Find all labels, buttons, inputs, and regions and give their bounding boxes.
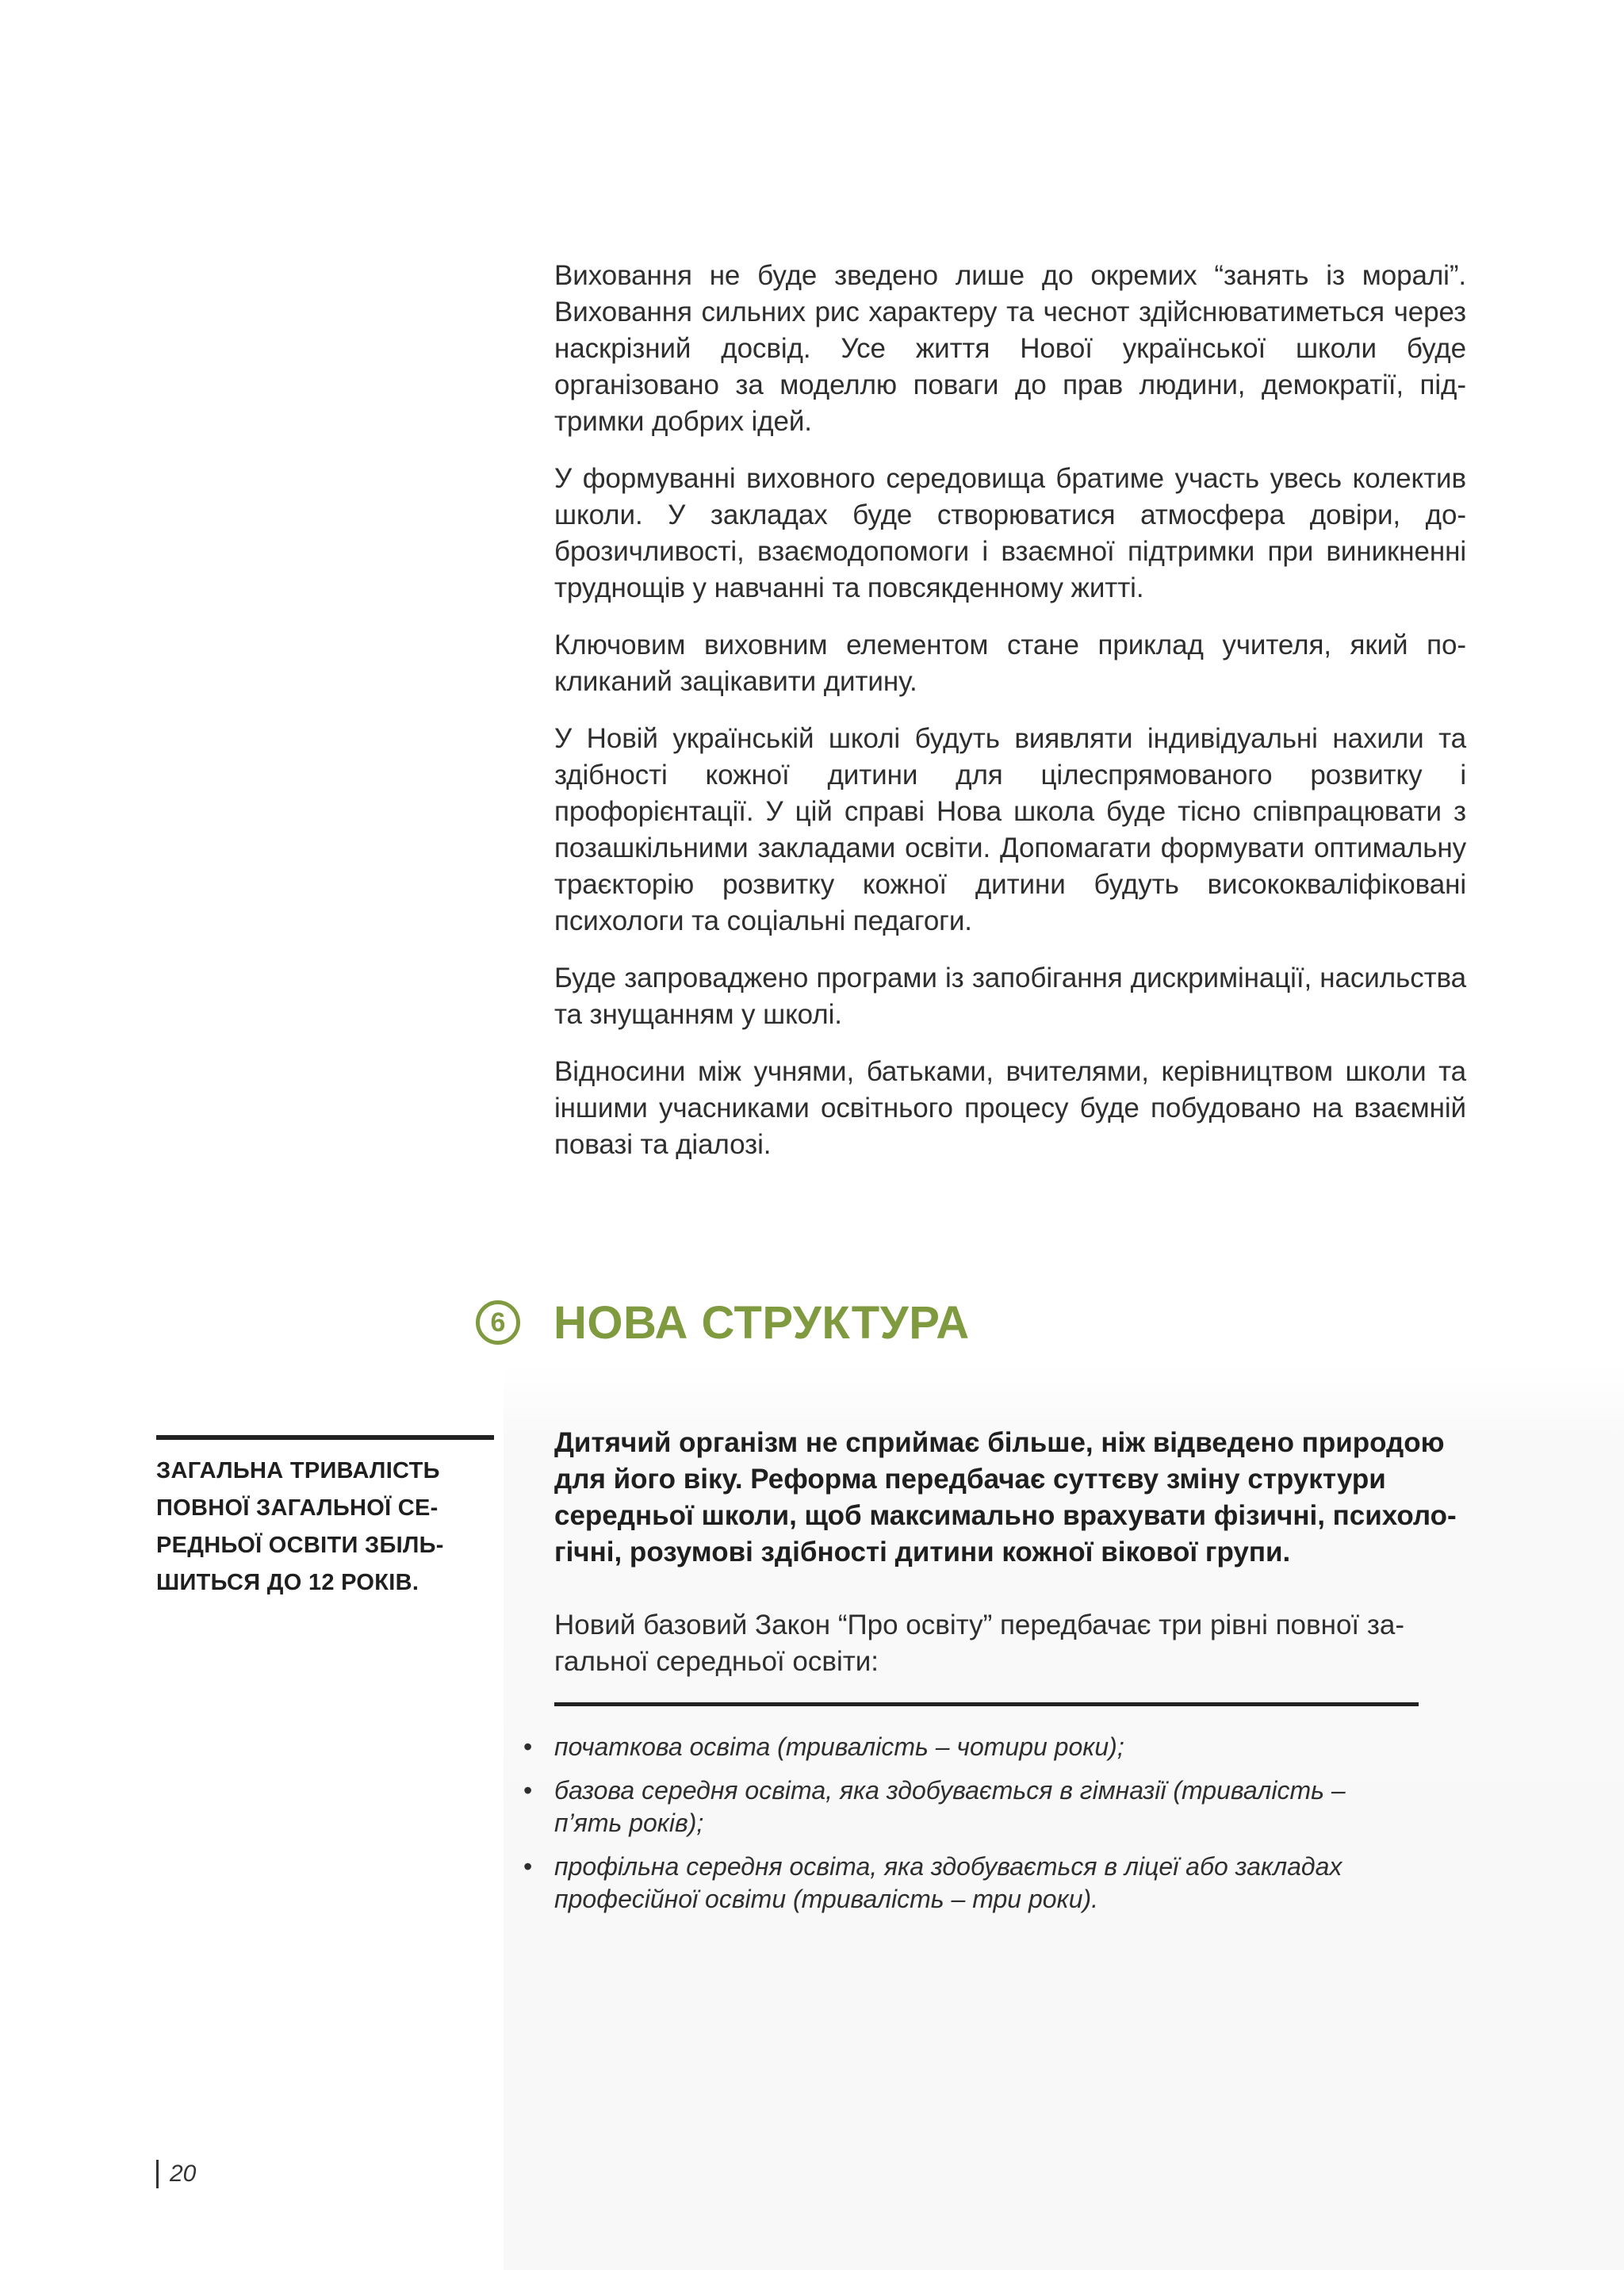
education-levels-list — [523, 1731, 1396, 1927]
lead-paragraph: Дитячий організм не сприймає більше, ніж відведено природою для його віку. Реформа передбачає суттєву зміну структури середньої школи, щоб максимально врахувати фізичні, психологічні, розумові здібності дитини кожної вікової групи. — [554, 1427, 1457, 1568]
section-title: НОВА СТРУКТУРА — [553, 1296, 970, 1349]
list-item — [523, 1774, 1396, 1839]
paragraph-5: Буде запроваджено програми із запобігання дискримінації, насильства та знущанням у школі. — [554, 963, 1466, 1030]
page-number-text: 20 — [170, 2161, 197, 2187]
bullet-icon: • — [523, 1776, 533, 1805]
paragraph-4: У Новій українській школі будуть виявляти індивідуальні нахили та здібності кожної дитини для цілеспрямованого розвитку і профорієнтації. У цій справі Нова школа буде тісно співпрацювати з позашкільними закладами освіти. Допомагати формувати оптимальну траєкторію розвитку кожної дитини будуть висококваліфіковані психологи та соціальні педагоги. — [554, 723, 1466, 936]
paragraph-1: Виховання не буде зведено лише до окремих “занять із моралі”. Виховання сильних рис характеру та чеснот здійснюватиметься через наскрізний досвід. Усе життя Нової української школи буде організовано за моделлю поваги до прав людини, демократії, підтримки добрих ідей. — [554, 260, 1466, 437]
section-number-badge: 6 — [476, 1300, 520, 1345]
list-item — [523, 1851, 1396, 1916]
bullet-icon: • — [523, 1852, 533, 1881]
paragraph-3: Ключовим виховним елементом стане приклад учителя, який покликаний зацікавити дитину. — [554, 630, 1466, 697]
side-note-rule — [156, 1435, 494, 1440]
list-item-text: профільна середня освіта, яка здобувається в ліцеї або закладах професійної освіти (тривалість – три роки). — [554, 1852, 1342, 1913]
page-number — [156, 2158, 196, 2190]
upbringing-text — [554, 258, 1466, 1184]
levels-intro: Новий базовий Закон “Про освіту” передбачає три рівні повної загальної середньої освіти: — [554, 1610, 1405, 1677]
list-item — [523, 1731, 1396, 1763]
side-note: ЗАГАЛЬНА ТРИВАЛІСТЬ ПОВНОЇ ЗАГАЛЬНОЇ СЕРЕДНЬОЇ ОСВІТИ ЗБІЛЬШИТЬСЯ ДО 12 РОКІВ. — [156, 1458, 444, 1595]
list-item-text: початкова освіта (тривалість – чотири роки); — [554, 1732, 1124, 1761]
page-number-bar — [156, 2160, 159, 2188]
paragraph-2: У формуванні виховного середовища братиме участь увесь колектив школи. У закладах буде створюватися атмосфера довіри, доброзичливості, взаємодопомоги і взаємної підтримки при виникненні труднощів у навчанні та повсякденному житті. — [554, 463, 1466, 603]
section-heading — [476, 1291, 970, 1354]
bullet-icon: • — [523, 1732, 533, 1761]
paragraph-6: Відносини між учнями, батьками, вчителями, керівництвом школи та іншими учасниками освітнього процесу буде побудовано на взаємній повазі та діалозі. — [554, 1056, 1466, 1160]
list-divider — [554, 1702, 1419, 1706]
list-item-text: базова середня освіта, яка здобувається в гімназії (тривалість – п’ять років); — [554, 1776, 1346, 1837]
